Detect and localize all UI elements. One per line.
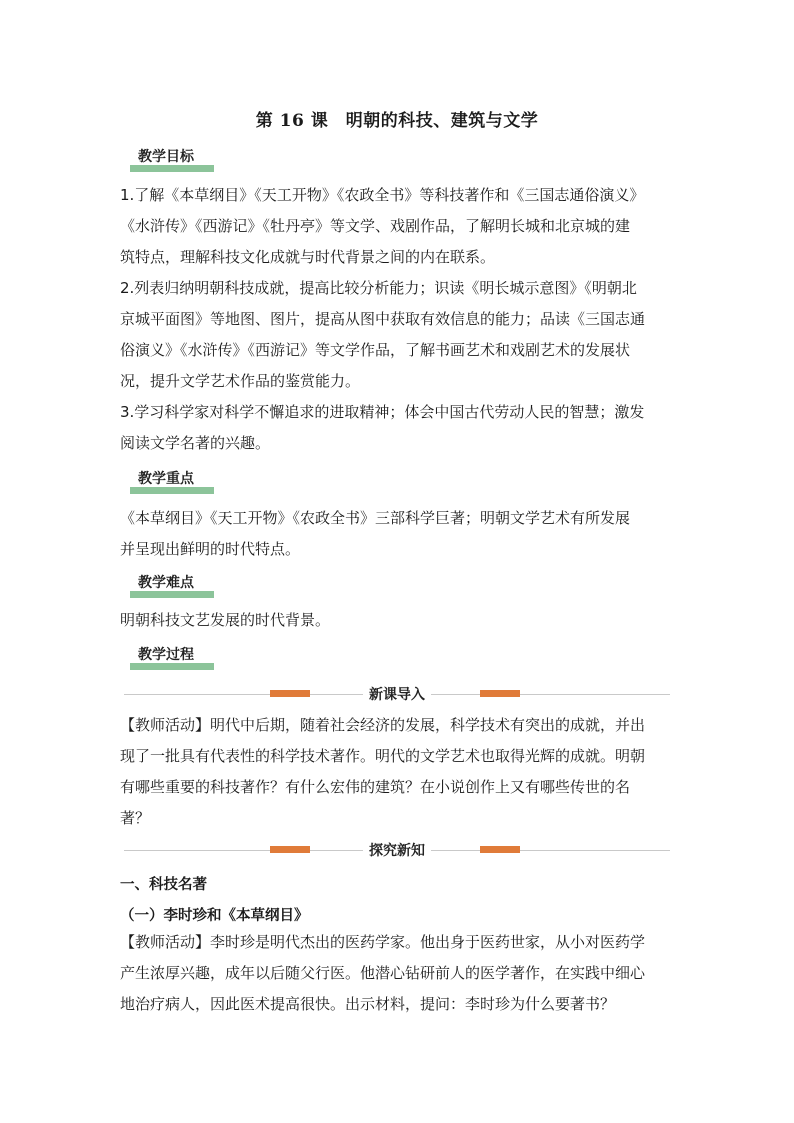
heading-highlight-bar <box>130 591 214 598</box>
section-heading-label: 教学难点 <box>138 575 194 591</box>
text-line: 1.了解《本草纲目》《天工开物》《农政全书》等科技著作和《三国志通俗演义》 <box>120 186 645 204</box>
divider-label: 探究新知 <box>363 843 431 859</box>
text-line: 【教师活动】明代中后期，随着社会经济的发展，科学技术有突出的成就，并出 <box>120 716 646 734</box>
section-heading-process <box>124 644 214 670</box>
section-heading-keypoints <box>124 468 214 494</box>
difficulties-paragraph <box>120 605 680 636</box>
section-heading-label: 教学目标 <box>138 149 194 165</box>
text-line: 现了一批具有代表性的科学技术著作。明代的文学艺术也取得光辉的成就。明朝 <box>120 747 646 765</box>
sub-heading: （一）李时珍和《本草纲目》 <box>120 908 309 924</box>
text-line: 3.学习科学家对科学不懈追求的进取精神；体会中国古代劳动人民的智慧；激发 <box>120 403 645 421</box>
goals-paragraph <box>120 180 680 459</box>
intro-paragraph <box>120 710 680 834</box>
section-heading-goals <box>124 146 214 172</box>
text-line: 《本草纲目》《天工开物》《农政全书》三部科学巨著；明朝文学艺术有所发展 <box>120 509 631 527</box>
text-line: 筑特点，理解科技文化成就与时代背景之间的内在联系。 <box>120 248 496 266</box>
heading-highlight-bar <box>130 663 214 670</box>
text-line: 俗演义》《水浒传》《西游记》等文学作品，了解书画艺术和戏剧艺术的发展状 <box>120 341 631 359</box>
text-line: 地治疗病人，因此医术提高很快。出示材料，提问：李时珍为什么要著书？ <box>120 995 616 1013</box>
text-line: 2.列表归纳明朝科技成就，提高比较分析能力；识读《明长城示意图》《明朝北 <box>120 279 637 297</box>
page-title: 第 16 课 明朝的科技、建筑与文学 <box>255 111 539 131</box>
text-line: 【教师活动】李时珍是明代杰出的医药学家。他出身于医药世家，从小对医药学 <box>120 933 646 951</box>
section-heading-label: 教学重点 <box>138 471 194 487</box>
divider-label: 新课导入 <box>363 687 431 703</box>
part1-paragraph <box>120 927 680 1020</box>
section-heading-label: 教学过程 <box>138 647 194 663</box>
section-divider-explore <box>124 840 670 860</box>
text-line: 京城平面图》等地图、图片，提高从图中获取有效信息的能力；品读《三国志通 <box>120 310 646 328</box>
section-heading-difficulties <box>124 572 214 598</box>
text-line: 产生浓厚兴趣，成年以后随父行医。他潜心钻研前人的医学著作，在实践中细心 <box>120 964 646 982</box>
keypoints-paragraph <box>120 503 680 565</box>
text-line: 并呈现出鲜明的时代特点。 <box>120 540 301 558</box>
text-line: 阅读文学名著的兴趣。 <box>120 434 271 452</box>
section-divider-intro <box>124 684 670 704</box>
text-line: 著？ <box>120 809 151 827</box>
text-line: 《水浒传》《西游记》《牡丹亭》等文学、戏剧作品，了解明长城和北京城的建 <box>120 217 631 235</box>
text-line: 有哪些重要的科技著作？有什么宏伟的建筑？在小说创作上又有哪些传世的名 <box>120 778 631 796</box>
heading-highlight-bar <box>130 165 214 172</box>
heading-highlight-bar <box>130 487 214 494</box>
text-line: 明朝科技文艺发展的时代背景。 <box>120 611 331 629</box>
part-heading: 一、科技名著 <box>120 877 207 893</box>
text-line: 况，提升文学艺术作品的鉴赏能力。 <box>120 372 361 390</box>
